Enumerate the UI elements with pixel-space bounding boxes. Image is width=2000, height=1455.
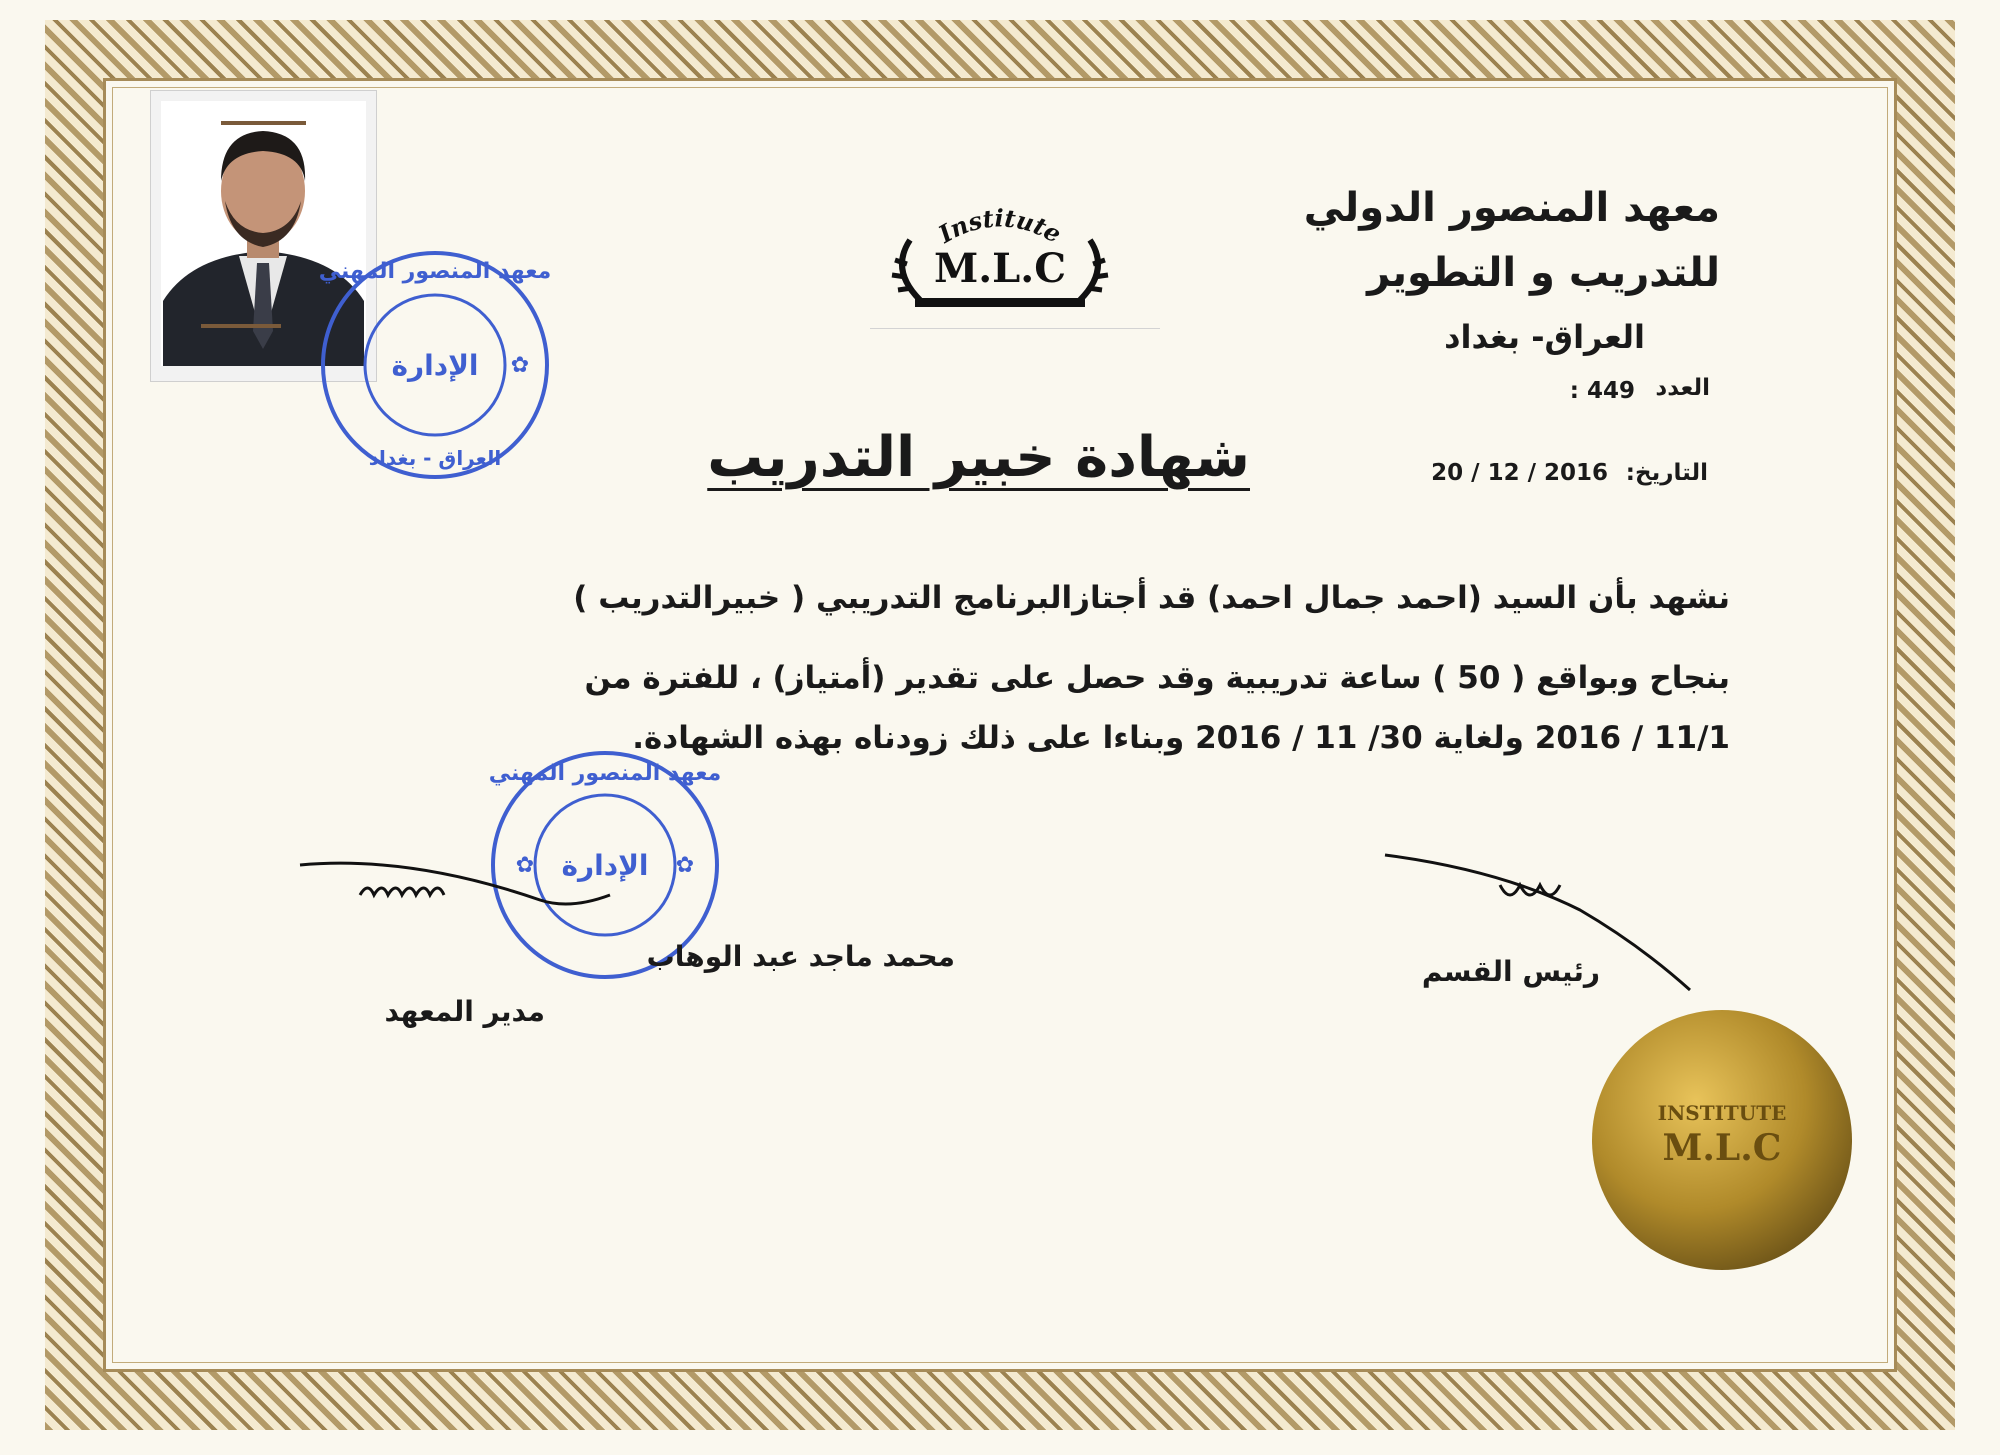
body-line-3: 11/1 / 2016 ولغاية 30/ 11 / 2016 وبناءا على ذلك زودناه بهذه الشهادة. bbox=[632, 720, 1730, 756]
institute-location: العراق- بغداد bbox=[1444, 318, 1645, 356]
stamp-top-text: معهد المنصور المهني bbox=[318, 259, 552, 284]
institute-name: معهد المنصور الدولي bbox=[1303, 185, 1720, 231]
body-line-1: نشهد بأن السيد (احمد جمال احمد) قد أجتازالبرنامج التدريبي ( خبيرالتدريب ) bbox=[573, 580, 1730, 616]
stamp-flower-icon-right: ✿ bbox=[675, 853, 695, 878]
date-label: التاريخ: bbox=[1625, 460, 1708, 486]
mlc-logo bbox=[870, 200, 1130, 320]
logo-main-text: M.L.C bbox=[933, 245, 1067, 292]
stamp-flower-icon: ✿ bbox=[510, 353, 530, 378]
institute-gold-seal bbox=[1585, 1005, 1860, 1275]
number-value: : 449 bbox=[1569, 378, 1635, 404]
stamp-flower-icon-left: ✿ bbox=[515, 853, 535, 878]
seal-main-text: M.L.C bbox=[1662, 1127, 1782, 1169]
logo-top-text: Institute bbox=[933, 203, 1067, 249]
director-name: محمد ماجد عبد الوهاب bbox=[646, 940, 955, 973]
certificate-title: شهادة خبير التدريب bbox=[707, 425, 1250, 490]
logo-divider bbox=[870, 328, 1160, 329]
body-line-2: بنجاح وبواقع ( 50 ) ساعة تدريبية وقد حصل على تقدير (أمتياز) ، للفترة من bbox=[584, 660, 1730, 696]
seal-top-text: INSTITUTE bbox=[1657, 1101, 1787, 1125]
stamp-bottom-top-text: معهد المنصور المهني bbox=[488, 761, 722, 786]
stamp-center-text: الإدارة bbox=[391, 349, 479, 382]
director-title: مدير المعهد bbox=[384, 995, 545, 1028]
stamp-bottom-text: العراق - بغداد bbox=[368, 446, 502, 470]
svg-text:Institute bbox=[933, 203, 1067, 249]
institute-subtitle: للتدريب و التطوير bbox=[1367, 250, 1720, 296]
department-head-title: رئيس القسم bbox=[1421, 955, 1600, 988]
director-signature bbox=[290, 845, 620, 935]
stamp-bottom-center-text: الإدارة bbox=[561, 849, 649, 882]
institute-stamp-top bbox=[310, 240, 560, 490]
number-label: العدد bbox=[1655, 375, 1710, 401]
date-value: 20 / 12 / 2016 bbox=[1431, 460, 1608, 486]
